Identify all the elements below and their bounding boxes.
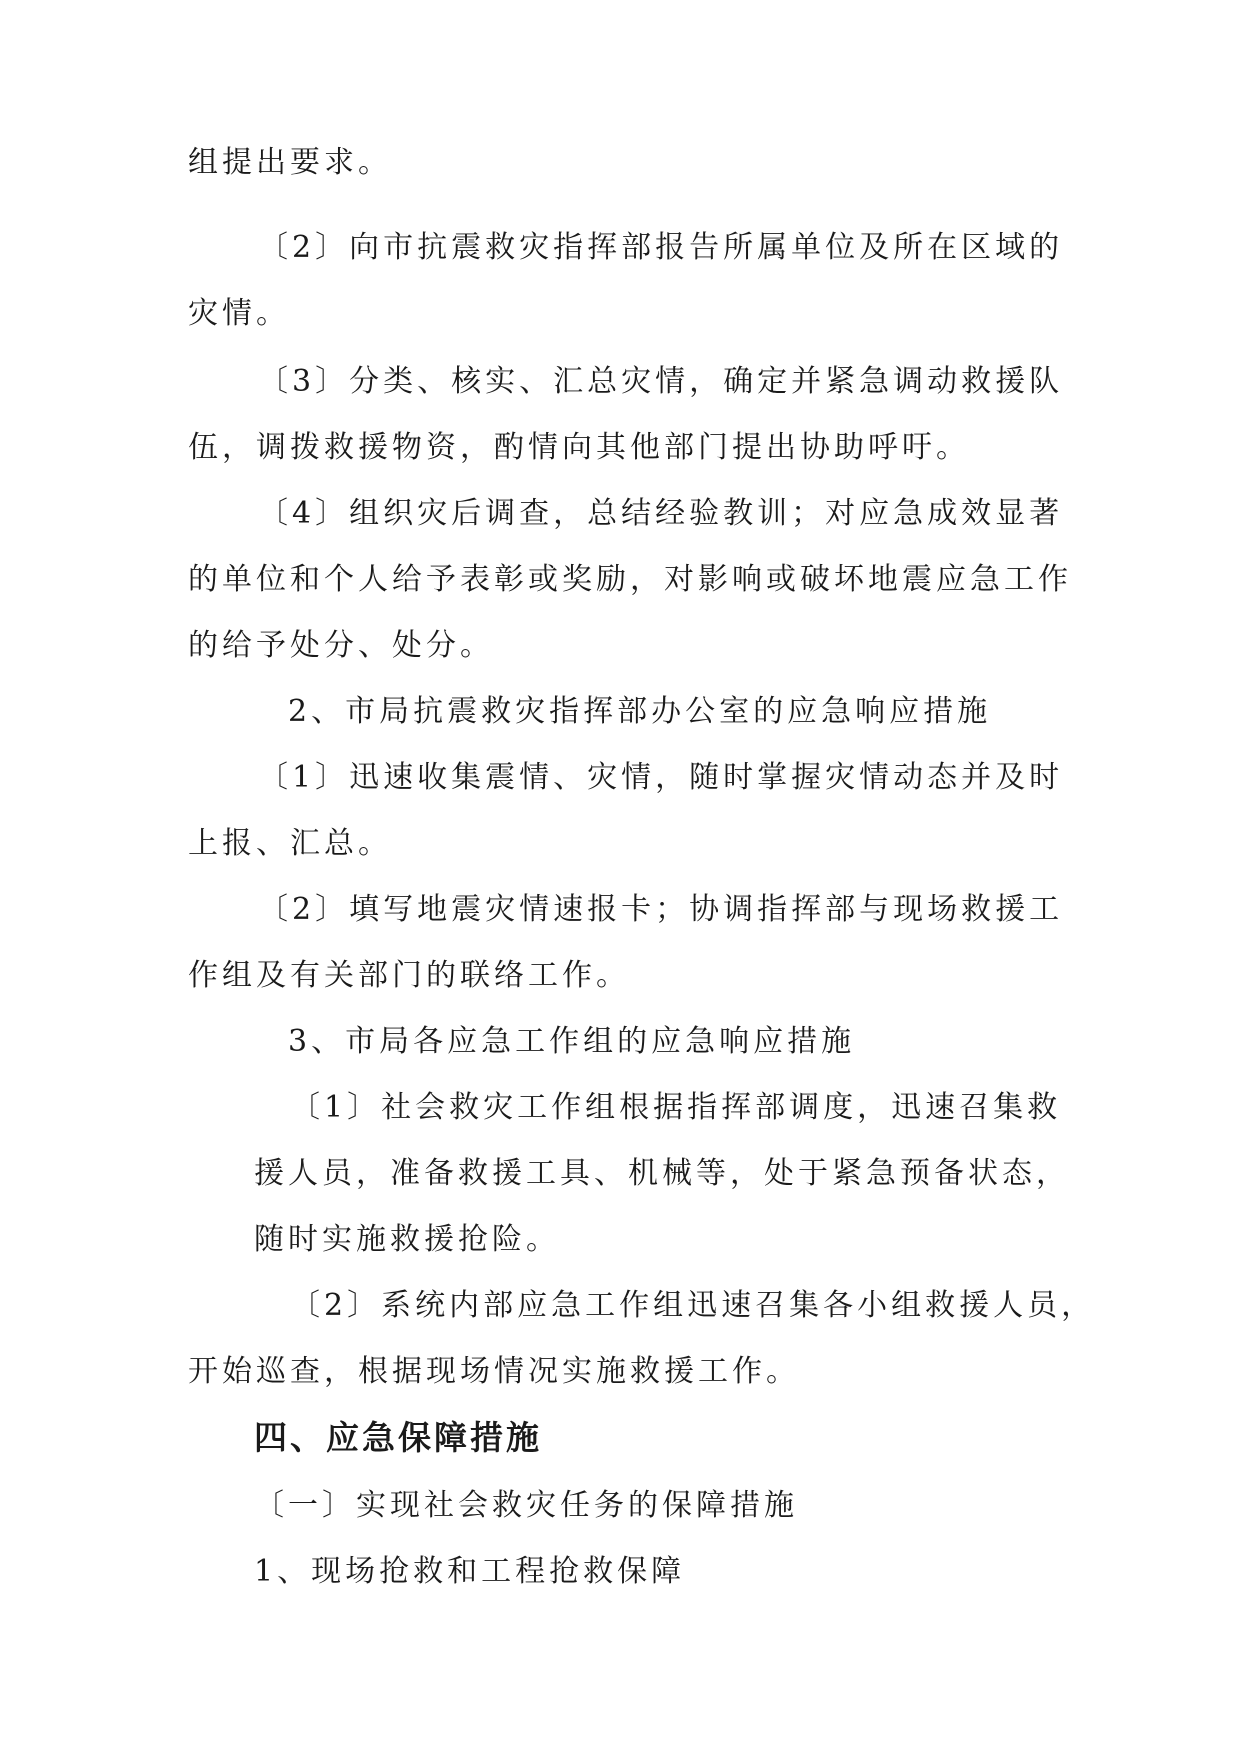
paragraph-line: 〔2〕系统内部应急工作组迅速召集各小组救援人员，	[290, 1288, 1096, 1323]
paragraph-line: 〔1〕迅速收集震情、灾情，随时掌握灾情动态并及时	[258, 760, 1064, 795]
paragraph-line: 灾情。	[188, 296, 290, 331]
paragraph-line: 随时实施救援抢险。	[254, 1222, 560, 1257]
paragraph-line: 组提出要求。	[188, 145, 392, 180]
paragraph-line: 开始巡查，根据现场情况实施救援工作。	[188, 1354, 800, 1389]
paragraph-line: 〔2〕向市抗震救灾指挥部报告所属单位及所在区域的	[258, 230, 1064, 265]
section-heading: 四、应急保障措施	[254, 1418, 542, 1457]
numbered-heading: 3、市局各应急工作组的应急响应措施	[288, 1024, 856, 1059]
paragraph-line: 伍，调拨救援物资，酌情向其他部门提出协助呼吁。	[188, 430, 970, 465]
numbered-heading: 2、市局抗震救灾指挥部办公室的应急响应措施	[288, 694, 992, 729]
sub-heading: 〔一〕实现社会救灾任务的保障措施	[254, 1488, 798, 1523]
paragraph-line: 上报、汇总。	[188, 826, 392, 861]
paragraph-line: 〔2〕填写地震灾情速报卡；协调指挥部与现场救援工	[258, 892, 1064, 927]
paragraph-line: 〔1〕社会救灾工作组根据指挥部调度，迅速召集救	[290, 1090, 1062, 1125]
paragraph-line: 作组及有关部门的联络工作。	[188, 958, 630, 993]
item-heading: 1、现场抢救和工程抢救保障	[254, 1554, 686, 1589]
paragraph-line: 的单位和个人给予表彰或奖励，对影响或破坏地震应急工作	[188, 562, 1072, 597]
paragraph-line: 援人员，准备救援工具、机械等，处于紧急预备状态，	[254, 1156, 1070, 1191]
paragraph-line: 〔4〕组织灾后调查，总结经验教训；对应急成效显著	[258, 496, 1064, 531]
paragraph-line: 的给予处分、处分。	[188, 628, 494, 663]
paragraph-line: 〔3〕分类、核实、汇总灾情，确定并紧急调动救援队	[258, 364, 1064, 399]
